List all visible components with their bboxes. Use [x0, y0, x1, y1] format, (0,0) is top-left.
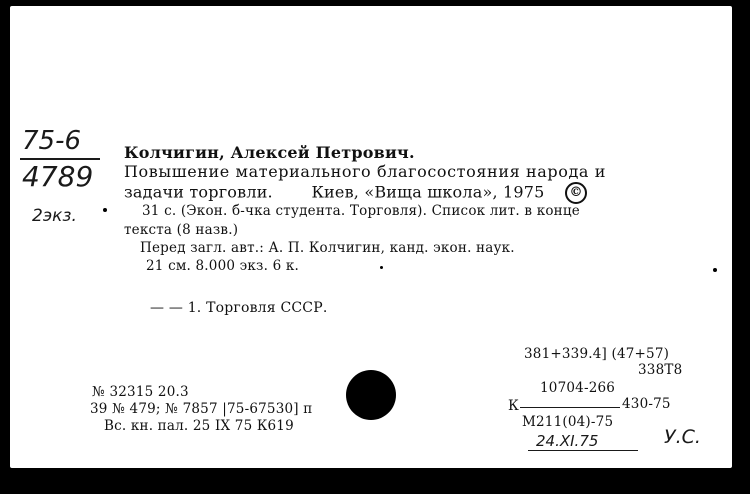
initials-handwritten: У.С. [664, 426, 701, 448]
collation-line-1: 31 с. (Экон. б-чка студента. Торговля). Список лит. в конце [142, 203, 580, 219]
imprint: Киев, «Вища школа», 1975 [311, 182, 545, 202]
copies-note: 2экз. [32, 206, 77, 226]
size-price: 21 см. 8.000 экз. 6 к. [146, 258, 300, 274]
punch-hole [346, 370, 396, 420]
order-number: 10704-266 [540, 380, 616, 396]
author-heading: Колчигин, Алексей Петрович. [124, 143, 415, 162]
shelfmark-top: 75-6 [22, 126, 82, 156]
scan-bottom-edge [0, 468, 750, 494]
collation-line-2: текста (8 назв.) [124, 222, 239, 238]
date-handwritten: 24.XI.75 [536, 432, 599, 450]
k-code: 430-75 [622, 396, 671, 412]
shelfmark-bottom: 4789 [22, 160, 94, 193]
k-rule [520, 407, 620, 408]
speck [713, 268, 717, 272]
copyright-mark: © [565, 182, 587, 204]
author-note: Перед загл. авт.: А. П. Колчигин, канд. экон. наук. [140, 240, 515, 256]
title-line-2 [124, 182, 587, 204]
k-letter: К [508, 398, 520, 414]
m-code: М211(04)-75 [522, 414, 614, 430]
speck [103, 208, 107, 212]
subject-heading: — — 1. Торговля СССР. [150, 300, 328, 316]
card-number: № 32315 20.3 [92, 384, 189, 400]
class-index: 381+339.4] (47+57) [524, 346, 670, 362]
number-right: 338Т8 [638, 362, 683, 378]
title-continuation: задачи торговли. [124, 182, 273, 202]
title-line-1: Повышение материального благосостояния народа и [124, 162, 606, 181]
printing-line: 39 № 479; № 7857 |75-67530] п [90, 401, 313, 417]
speck [380, 266, 383, 269]
book-chamber-line: Вс. кн. пал. 25 IX 75 К619 [104, 418, 294, 434]
date-underline [528, 450, 638, 451]
